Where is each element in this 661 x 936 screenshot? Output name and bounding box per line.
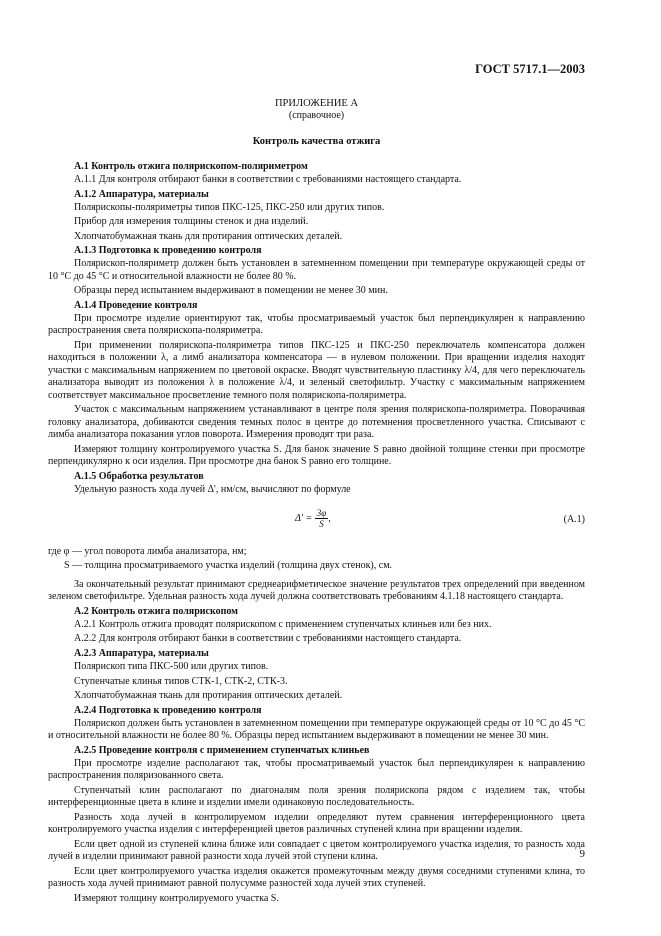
paragraph: Хлопчатобумажная ткань для протирания оптических деталей. bbox=[74, 690, 343, 702]
document-page bbox=[48, 58, 585, 907]
paragraph: Образцы перед испытанием выдерживают в помещении не менее 30 мин. bbox=[74, 285, 388, 297]
section-number: А.1.2 bbox=[74, 188, 97, 200]
appendix-subtitle: (справочное) bbox=[288, 110, 345, 121]
section-title: Аппаратура, материалы bbox=[98, 648, 209, 659]
paragraph: Измеряют толщину контролируемого участка S. Для банок значение S равно двойной толщине стенки при просмотре перпендикулярно к оси изделия. При просмотре дна банок S равно его толщине. bbox=[48, 443, 585, 467]
section-title: Проведение контроля bbox=[98, 299, 198, 311]
section-heading bbox=[48, 471, 585, 483]
section-heading bbox=[48, 705, 585, 717]
definition-line: S — толщина просматриваемого участка изделий (толщина двух стенок), см. bbox=[64, 560, 393, 572]
section-number: А.1.3 bbox=[74, 245, 97, 257]
section-number: А.2.4 bbox=[74, 704, 97, 716]
paragraph: Хлопчатобумажная ткань для протирания оптических деталей. bbox=[74, 230, 343, 242]
paragraph: Участок с максимальным напряжением устанавливают в центре поля зрения полярископа-поляриметра. Поворачивая головку анализатора, добиваются сведения темных полос в центре до потемнения просветленного участка. Списывают с лимба анализатора показания углов поворота. Измерения проводят три раза. bbox=[48, 404, 585, 440]
paragraph: При просмотре изделие располагают так, чтобы просматриваемый участок был перпендикулярен к направлению распространения поляризованного света. bbox=[48, 757, 585, 782]
formula-numerator: 3φ bbox=[316, 508, 327, 518]
section-title: Контроль отжига полярископом-поляриметром bbox=[91, 161, 308, 172]
section-heading bbox=[48, 648, 585, 660]
paragraph: Разность хода лучей в контролируемом изделии определяют путем сравнения интерференционного цвета контролируемого участка изделия с интерференцией цветов различных ступеней клина при вращении изделия. bbox=[48, 811, 585, 836]
paragraph: А.2.1 Контроль отжига проводят полярископом с применением ступенчатых клиньев или без них. bbox=[74, 618, 492, 630]
section-heading bbox=[48, 745, 585, 757]
section-title: Подготовка к проведению контроля bbox=[98, 245, 262, 257]
paragraph: А.2.2 Для контроля отбирают банки в соответствии с требованиями настоящего стандарта. bbox=[74, 633, 462, 645]
paragraph: Полярископ типа ПКС-500 или других типов. bbox=[74, 661, 269, 672]
standard-header: ГОСТ 5717.1—2003 bbox=[475, 62, 585, 76]
section-title: Аппаратура, материалы bbox=[98, 188, 209, 200]
formula-denominator: S bbox=[319, 519, 324, 529]
paragraph: Ступенчатый клин располагают по диагоналям поля зрения полярископа рядом с изделием так, чтобы интерференционные цвета в клине и изделии имели одинаковую последовательность. bbox=[48, 784, 585, 809]
paragraph: При применении полярископа-поляриметра типов ПКС-125 и ПКС-250 переключатель компенсатора должен находиться в положении λ, а лимб анализатора компенсатора — в нулевом положении. При вращении изделия находят участки с максимальным напряжением по цветовой окраске. Вводят чувствительную пластинку λ/4, для чего переключатель анализатора выводят из положения λ в положение λ/4, и зеленый светофильтр. Участку с максимальным напряжением соответствует максимальное просветление темного поля полярископа-поляриметра. bbox=[48, 339, 585, 401]
section-title: Контроль отжига полярископом bbox=[91, 605, 238, 617]
paragraph: Если цвет контролируемого участка изделия окажется промежуточным между двумя соседними ступенями клина, то разность хода лучей принимают равной полусумме разностей хода лучей этих ступеней. bbox=[48, 865, 585, 890]
section-title: Проведение контроля с применением ступенчатых клиньев bbox=[98, 744, 370, 756]
section-number: А.1.4 bbox=[74, 299, 97, 311]
paragraph: Удельную разность хода лучей Δ', нм/см, вычисляют по формуле bbox=[74, 483, 351, 495]
paragraph: Прибор для измерения толщины стенок и дна изделий. bbox=[74, 216, 309, 228]
appendix-title: ПРИЛОЖЕНИЕ А bbox=[274, 98, 359, 109]
paragraph: Полярископ-поляриметр должен быть установлен в затемненном помещении при температуре окружающей среды от 10 °С до 45 °С и относительной влажности не более 80 %. bbox=[48, 258, 585, 282]
section-title: Подготовка к проведению контроля bbox=[98, 704, 262, 716]
section-number: А.2.3 bbox=[74, 648, 97, 659]
paragraph: Полярископы-поляриметры типов ПКС-125, ПКС-250 или других типов. bbox=[74, 201, 385, 213]
section-number: А.1.5 bbox=[74, 470, 97, 482]
section-title: Обработка результатов bbox=[98, 470, 204, 482]
paragraph: За окончательный результат принимают среднеарифметическое значение результатов трех определений при введенном зеленом светофильтре. Удельная разность хода лучей должна соответствовать требованиям 4.1.18 настоящего стандарта. bbox=[48, 578, 585, 603]
paragraph: А.1.1 Для контроля отбирают банки в соответствии с требованиями настоящего стандарта. bbox=[74, 174, 462, 185]
section-heading bbox=[48, 300, 585, 312]
paragraph: Измеряют толщину контролируемого участка S. bbox=[74, 892, 279, 904]
formula-number: (А.1) bbox=[563, 514, 585, 525]
paragraph: Ступенчатые клинья типов СТК-1, СТК-2, СТК-3. bbox=[74, 675, 288, 687]
paragraph: При просмотре изделие ориентируют так, чтобы просматриваемый участок был перпендикулярен к направлению распространения света полярископа-поляриметра. bbox=[48, 312, 585, 337]
paragraph: Полярископ должен быть установлен в затемненном помещении при температуре окружающей среды от 10 °С до 45 °С и относительной влажности не более 80 %. Образцы перед испытанием выдерживают в помещении не менее 30 мин. bbox=[48, 717, 585, 742]
section-heading bbox=[48, 245, 585, 257]
document-title: Контроль качества отжига bbox=[252, 136, 381, 147]
paragraph: Если цвет одной из ступеней клина ближе или совпадает с цветом контролируемого участка изделия, то разность хода лучей в изделии принимают равной разности хода лучей этой ступени клина. bbox=[48, 838, 585, 863]
section-number: А.2.5 bbox=[74, 744, 97, 756]
section-heading bbox=[48, 606, 585, 618]
section-heading bbox=[48, 161, 585, 173]
section-heading bbox=[48, 189, 585, 201]
section-number: А.2 bbox=[74, 605, 89, 617]
definition-line: где φ — угол поворота лимба анализатора, нм; bbox=[48, 546, 247, 557]
page-number: 9 bbox=[579, 848, 585, 860]
formula-a1 bbox=[48, 500, 585, 540]
formula-tail: , bbox=[328, 512, 331, 524]
formula-fraction bbox=[315, 508, 328, 529]
formula-lhs: Δ' = bbox=[295, 512, 313, 524]
formula-expression bbox=[295, 508, 331, 529]
section-number: А.1 bbox=[74, 161, 89, 172]
